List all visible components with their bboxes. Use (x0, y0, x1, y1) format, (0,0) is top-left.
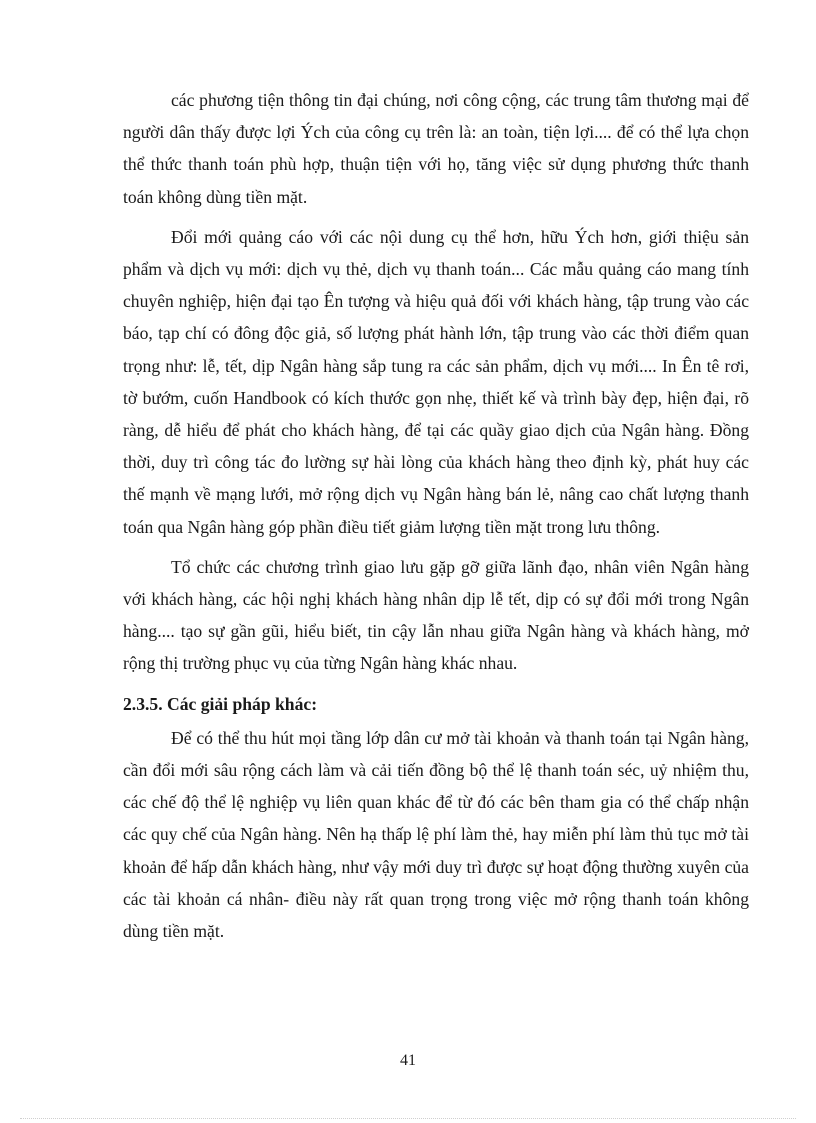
body-paragraph: Tổ chức các chương trình giao lưu gặp gỡ giữa lãnh đạo, nhân viên Ngân hàng với khách hàng, các hội nghị khách hàng nhân dịp lễ tết, dịp có sự đổi mới trong Ngân hàng.... tạo sự gần gũi, hiểu biết, tin cậy lẫn nhau giữa Ngân hàng và khách hàng, mở rộng thị trường phục vụ của từng Ngân hàng khác nhau. (123, 556, 749, 674)
body-paragraph: Đổi mới quảng cáo với các nội dung cụ thể hơn, hữu Ých hơn, giới thiệu sản phẩm và dịch vụ mới: dịch vụ thẻ, dịch vụ thanh toán... Các mẫu quảng cáo mang tính chuyên nghiệp, hiện đại tạo Ên tượng và hiệu quả đối với khách hàng, tập trung vào các báo, tạp chí có đông độc giả, số lượng phát hành lớn, tập trung vào các thời điểm quan trọng như: lễ, tết, dịp Ngân hàng sắp tung ra các sản phẩm, dịch vụ mới.... In Ên tê rơi, tờ bướm, cuốn Handbook có kích thước gọn nhẹ, thiết kế và trình bày đẹp, hiện đại, rõ ràng, dễ hiểu để phát cho khách hàng, để tại các quầy giao dịch của Ngân hàng. Đồng thời, duy trì công tác đo lường sự hài lòng của khách hàng theo định kỳ, phát huy các thế mạnh về mạng lưới, mở rộng dịch vụ Ngân hàng bán lẻ, nâng cao chất lượng thanh toán qua Ngân hàng góp phần điều tiết giảm lượng tiền mặt trong lưu thông. (123, 226, 749, 537)
section-paragraph: Để có thể thu hút mọi tầng lớp dân cư mở tài khoản và thanh toán tại Ngân hàng, cần đổi mới sâu rộng cách làm và cải tiến đồng bộ thể lệ thanh toán séc, uỷ nhiệm thu, các chế độ thể lệ nghiệp vụ liên quan khác để từ đó các bên tham gia có thể chấp nhận các quy chế của Ngân hàng. Nên hạ thấp lệ phí làm thẻ, hay miễn phí làm thủ tục mở tài khoản để hấp dẫn khách hàng, như vậy mới duy trì được sự hoạt động thường xuyên của các tài khoản cá nhân- điều này rất quan trọng trong việc mở rộng thanh toán không dùng tiền mặt. (123, 727, 749, 942)
body-paragraph: các phương tiện thông tin đại chúng, nơi công cộng, các trung tâm thương mại để người dân thấy được lợi Ých của công cụ trên là: an toàn, tiện lợi.... để có thể lựa chọn thể thức thanh toán phù hợp, thuận tiện với họ, tăng việc sử dụng phương thức thanh toán không dùng tiền mặt. (123, 90, 749, 207)
section-heading: 2.3.5. Các giải pháp khác: (123, 693, 318, 714)
page-number: 41 (400, 1052, 416, 1069)
page-bottom-divider (20, 1118, 796, 1119)
document-body (123, 84, 749, 955)
